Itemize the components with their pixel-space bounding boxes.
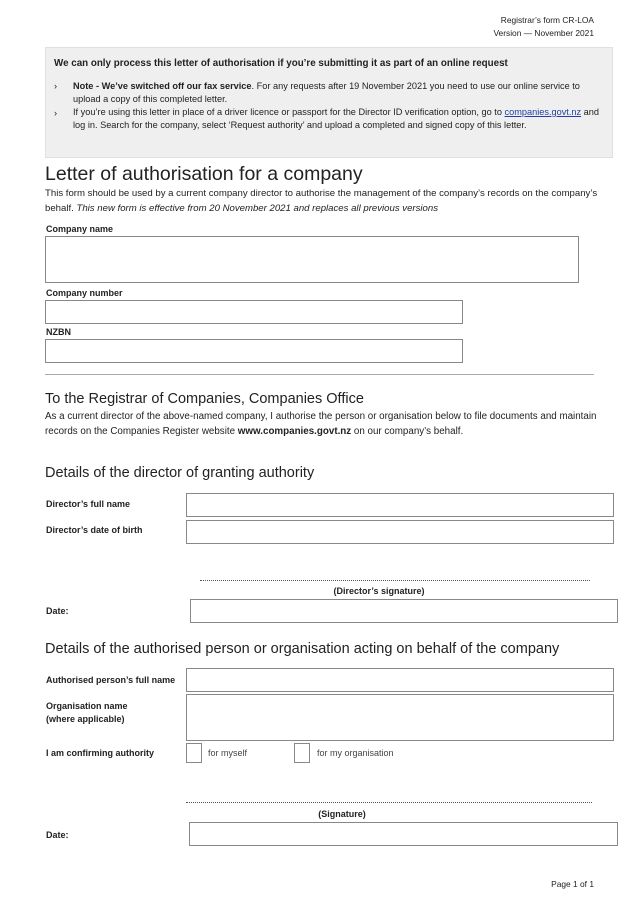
description-text: This form should be used by a current company director to authorise the management of the company’s records on the company’s behalf. <box>45 188 598 214</box>
authorised-date-label: Date: <box>46 830 69 840</box>
authorised-name-field[interactable] <box>186 668 614 692</box>
form-id: Registrar’s form CR-LOA <box>500 15 594 25</box>
director-signature-caption: (Director’s signature) <box>333 586 425 596</box>
page-number: Page 1 of 1 <box>551 879 594 889</box>
companies-link[interactable]: companies.govt.nz <box>504 107 582 117</box>
notice-item-director-id <box>73 106 601 132</box>
authorised-heading: Details of the authorised person or organisation acting on behalf of the company <box>45 641 560 657</box>
confirm-authority-label: I am confirming authority <box>46 748 155 758</box>
notice-id-text-post: and log in. Search for the company, select ‘Request authority’ and upload a completed and signed copy of this letter. <box>73 107 600 131</box>
director-dob-label: Director’s date of birth <box>46 525 143 535</box>
org-name-label: Organisation name <box>46 701 128 711</box>
registrar-text-post: on our company’s behalf. <box>351 426 464 437</box>
director-dob-field[interactable] <box>186 520 614 544</box>
company-name-field[interactable] <box>45 236 579 283</box>
registrar-text <box>45 409 605 439</box>
for-myself-checkbox[interactable] <box>186 743 202 763</box>
director-heading: Details of the director of granting authority <box>45 465 315 481</box>
bullet-icon: › <box>54 108 58 118</box>
registrar-heading: To the Registrar of Companies, Companies Office <box>45 391 364 407</box>
nzbn-label: NZBN <box>46 327 71 337</box>
director-name-label: Director’s full name <box>46 499 131 509</box>
director-date-field[interactable] <box>190 599 618 623</box>
director-signature-line[interactable] <box>200 580 590 581</box>
notice-title: We can only process this letter of authorisation if you’re submitting it as part of an online request <box>54 58 508 69</box>
divider <box>45 374 594 375</box>
authorised-date-field[interactable] <box>189 822 618 846</box>
registrar-website: www.companies.govt.nz <box>237 426 352 437</box>
form-version: Version — November 2021 <box>493 28 594 38</box>
for-organisation-label: for my organisation <box>317 748 394 758</box>
signature-line[interactable] <box>186 802 592 803</box>
director-name-field[interactable] <box>186 493 614 517</box>
notice-fax-text: . For any requests after 19 November 2021 you need to use our online service to upload a copy of this completed letter. <box>73 81 580 105</box>
form-description <box>45 186 605 216</box>
authorised-name-label: Authorised person’s full name <box>46 675 176 685</box>
notice-item-fax <box>73 80 601 106</box>
company-name-label: Company name <box>46 224 114 234</box>
description-italic: This new form is effective from 20 November 2021 and replaces all previous versions <box>76 203 439 214</box>
for-organisation-checkbox[interactable] <box>294 743 310 763</box>
nzbn-field[interactable] <box>45 339 463 363</box>
signature-caption: (Signature) <box>318 809 366 819</box>
notice-id-text: If you’re using this letter in place of a driver licence or passport for the Director ID verification option, go to <box>73 107 505 117</box>
page-title: Letter of authorisation for a company <box>45 163 363 185</box>
notice-fax-bold: Note - We’ve switched off our fax service <box>73 81 252 91</box>
for-myself-label: for myself <box>208 748 248 758</box>
org-name-field[interactable] <box>186 694 614 741</box>
director-date-label: Date: <box>46 606 69 616</box>
registrar-text-pre: As a current director of the above-named company, I authorise the person or organisation below to file documents and maintain records on the Companies Register website <box>45 411 597 437</box>
company-number-field[interactable] <box>45 300 463 324</box>
company-number-label: Company number <box>46 288 123 298</box>
bullet-icon: › <box>54 81 58 91</box>
org-name-sublabel: (where applicable) <box>46 714 125 724</box>
